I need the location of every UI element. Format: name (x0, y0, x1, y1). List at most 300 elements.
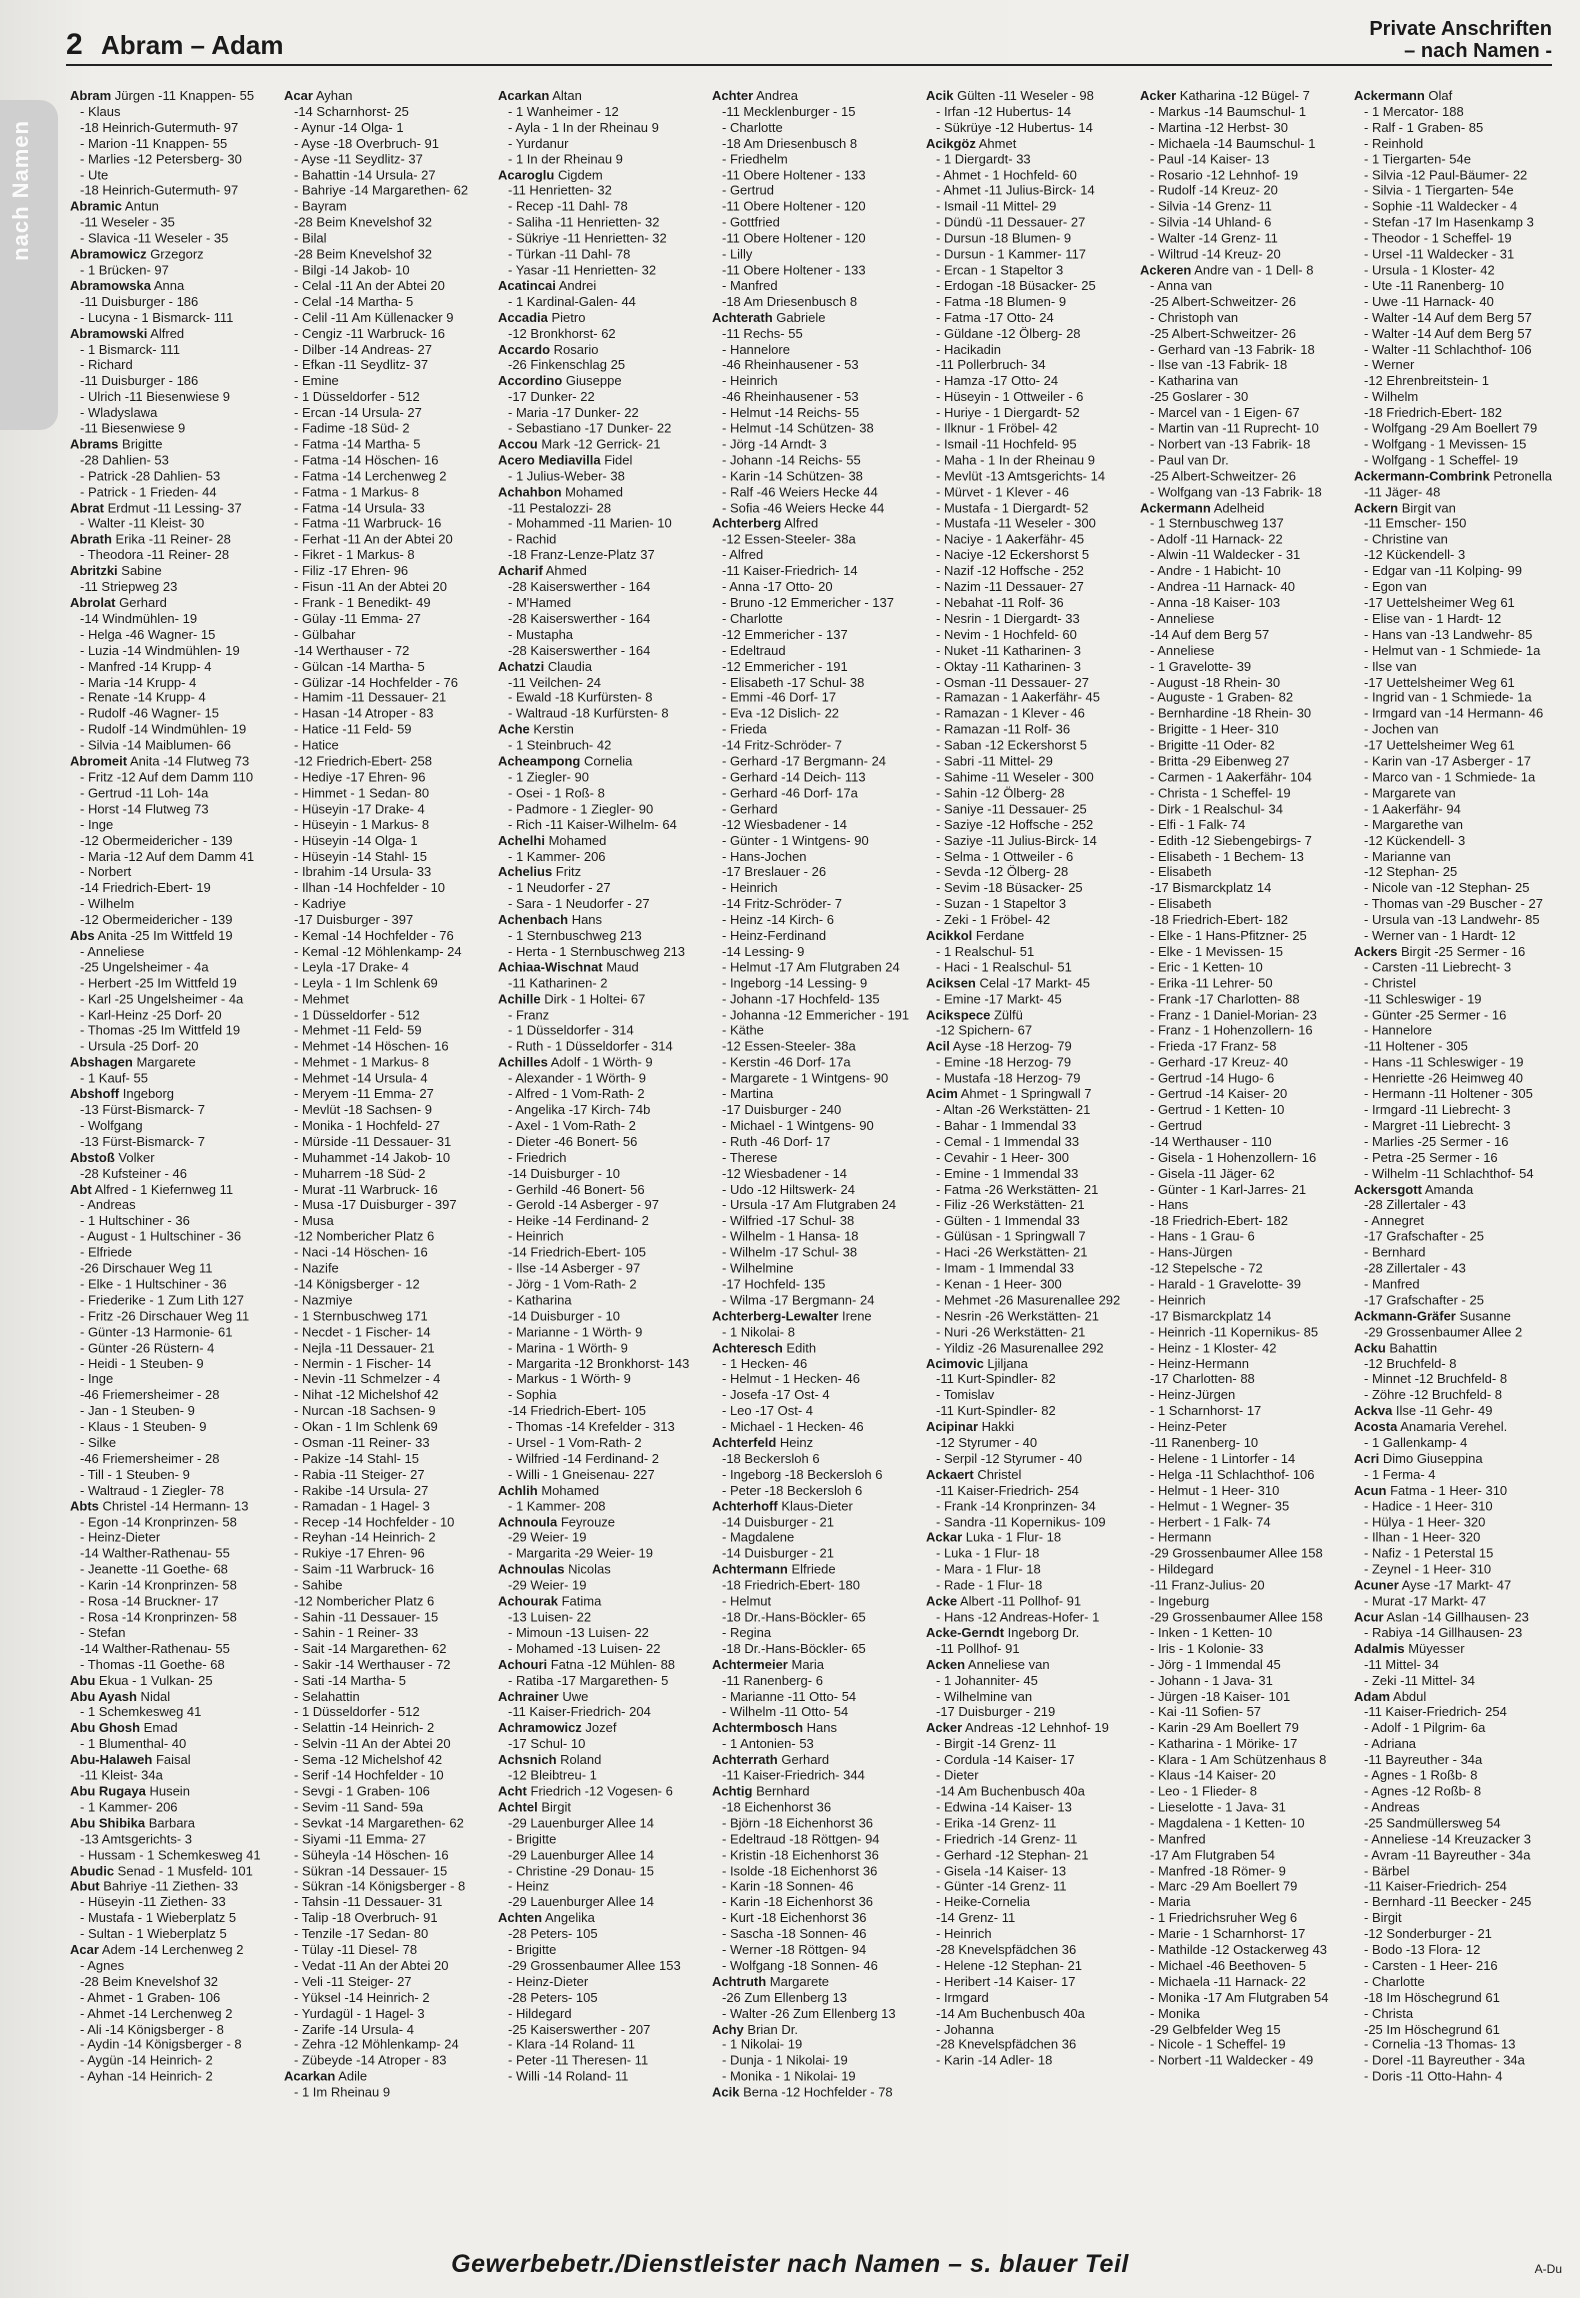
listing-continuation: -14 Lessing- 9 (722, 943, 805, 959)
listing-continuation: - Mehmet -26 Masurenallee 292 (936, 1292, 1121, 1308)
listing-continuation: -18 Dr.-Hans-Böckler- 65 (722, 1641, 866, 1656)
listing-continuation: - Heidi - 1 Steuben- 9 (80, 1355, 204, 1371)
listing-continuation: - Nuri -26 Werkstätten- 21 (936, 1324, 1086, 1340)
listing-continuation: - Heinz-Hermann (1150, 1355, 1249, 1371)
listing-continuation: - Elfriede (80, 1244, 133, 1260)
listing-continuation: - Heinrich (722, 373, 778, 389)
listing-continuation: -18 Franz-Lenze-Platz 37 (508, 547, 655, 563)
listing-continuation: - Renate -14 Krupp- 4 (80, 690, 206, 706)
listing-continuation: - Elke - 1 Hans-Pfitzner- 25 (1150, 927, 1307, 943)
listing-column-7 (1354, 88, 1562, 2240)
listing-continuation: - Thomas van -29 Buscher - 27 (1364, 896, 1543, 912)
listing-continuation: - Hermann -11 Holtener - 305 (1364, 1086, 1533, 1102)
listing-continuation: - Ingeborg -14 Lessing- 9 (722, 975, 868, 991)
entry-detail: Adem -14 Lerchenweg 2 (98, 1942, 244, 1958)
entry-detail: Dimo Giuseppina (1379, 1450, 1483, 1466)
listing-continuation: - Sandra -11 Kopernikus- 109 (936, 1514, 1106, 1530)
surname: Achahbon (498, 484, 562, 500)
entry-detail: Grzegorz (146, 246, 204, 262)
listing-continuation: - Andrea -11 Harnack- 40 (1150, 579, 1295, 595)
listing-entry (498, 484, 706, 500)
listing-continuation: - Jeanette -11 Goethe- 68 (80, 1561, 228, 1577)
listing-continuation: - Cordula -14 Kaiser- 17 (936, 1751, 1075, 1767)
listing-continuation: -11 Duisburger - 186 (80, 373, 199, 389)
listing-continuation: - Zarife -14 Ursula- 4 (294, 2021, 414, 2037)
listing-continuation: -14 Duisburger - 21 (722, 1514, 834, 1530)
listing-continuation: - Yildiz -26 Masurenallee 292 (936, 1339, 1104, 1355)
listing-continuation: - Lieselotte - 1 Java- 31 (1150, 1799, 1286, 1815)
listing-continuation: - Gerhild -46 Bonert- 56 (508, 1181, 645, 1197)
surname: Achteresch (712, 1339, 783, 1355)
listing-entry (498, 452, 706, 468)
listing-continuation: - 1 Wanheimer - 12 (508, 103, 619, 119)
listing-continuation: - Avram -11 Bayreuther - 34a (1364, 1847, 1531, 1863)
listing-column-6 (1140, 88, 1348, 2240)
listing-continuation: - Carsten - 1 Heer- 216 (1364, 1957, 1498, 1973)
entry-detail: Andreas -12 Lehnhof- 19 (962, 1720, 1109, 1736)
listing-continuation: -28 Kaiserswerther - 164 (508, 610, 651, 626)
listing-entry (498, 1910, 706, 1926)
listing-continuation: -26 Finkenschlag 25 (508, 357, 626, 373)
listing-continuation: - Frieda (722, 721, 767, 737)
listing-continuation: - Imam - 1 Immendal 33 (936, 1260, 1074, 1276)
listing-continuation: - Karl-Heinz -25 Dorf- 20 (80, 1007, 222, 1023)
listing-continuation: - Hans -11 Schleswiger - 19 (1364, 1054, 1524, 1070)
listing-continuation: - Fritz -12 Auf dem Damm 110 (80, 769, 254, 785)
listing-continuation: - Helmut van - 1 Schmiede- 1a (1364, 642, 1541, 658)
listing-continuation: - Sevda -12 Ölberg- 28 (936, 864, 1069, 880)
surname: Acuner (1354, 1577, 1399, 1593)
listing-continuation: - Ilknur - 1 Fröbel- 42 (936, 420, 1058, 436)
listing-continuation: - Peter -18 Beckersloh 6 (722, 1482, 863, 1498)
listing-continuation: - Charlotte (1364, 1973, 1425, 1989)
listing-continuation: - Zeki -11 Mittel- 34 (1364, 1672, 1476, 1688)
listing-entry (926, 1086, 1134, 1102)
listing-continuation: - Marianne -11 Otto- 54 (722, 1688, 857, 1704)
listing-continuation: - Isolde -18 Eichenhorst 36 (722, 1862, 878, 1878)
listing-entry (1354, 944, 1562, 960)
entry-detail: Amanda (1421, 1181, 1474, 1197)
listing-continuation: - Nazif -12 Hoffsche - 252 (936, 563, 1084, 579)
listing-continuation: -11 Veilchen- 24 (508, 674, 601, 690)
surname: Ackern (1354, 500, 1399, 515)
section-side-tab-label: nach Namen (8, 120, 33, 261)
listing-continuation: - Helene -12 Stephan- 21 (936, 1957, 1082, 1973)
listing-entry (498, 1720, 706, 1736)
listing-continuation: - Mustafa - 1 Diergardt- 52 (936, 500, 1089, 515)
listing-entry (498, 991, 706, 1007)
listing-continuation: - Haci - 1 Realschul- 51 (936, 959, 1072, 975)
listing-continuation: - Patrick -28 Dahlien- 53 (80, 468, 221, 484)
listing-continuation: -25 Goslarer - 30 (1150, 389, 1249, 405)
listing-continuation: - Haci -26 Werkstätten- 21 (936, 1244, 1088, 1260)
listing-continuation: -11 Kurt-Spindler- 82 (936, 1371, 1056, 1387)
listing-entry (70, 437, 278, 453)
listing-entry (70, 1086, 278, 1102)
listing-continuation: - 1 Nikolai- 8 (722, 1324, 795, 1340)
listing-continuation: - Fatma -26 Werkstätten- 21 (936, 1181, 1099, 1197)
listing-continuation: - Altan -26 Werkstätten- 21 (936, 1102, 1091, 1118)
listing-continuation: - Sema -12 Michelshof 42 (294, 1751, 443, 1767)
listing-continuation: - Auguste - 1 Graben- 82 (1150, 690, 1294, 706)
listing-continuation: - Annegret (1364, 1213, 1424, 1229)
listing-continuation: - Mathilde -12 Ostackerweg 43 (1150, 1942, 1328, 1958)
entry-detail: Katharina -12 Bügel- 7 (1176, 88, 1310, 103)
listing-continuation: - 1 Nikolai- 19 (722, 2037, 803, 2053)
surname: Acikspece (926, 1007, 991, 1023)
listing-continuation: - Reinhold (1364, 135, 1424, 151)
listing-continuation: - Sakir -14 Werthauser - 72 (294, 1656, 451, 1672)
listing-continuation: -11 Kleist- 34a (80, 1767, 163, 1783)
listing-continuation: - Andre - 1 Habicht- 10 (1150, 563, 1281, 579)
listing-continuation: - Nafiz - 1 Peterstal 15 (1364, 1545, 1494, 1561)
surname: Achouri (498, 1656, 548, 1672)
listing-continuation: - Sükran -14 Dessauer- 15 (294, 1862, 448, 1878)
listing-continuation: -28 Beim Knevelshof 32 (80, 1973, 219, 1989)
entry-detail: Bahriye -11 Ziethen- 33 (99, 1878, 239, 1894)
entry-detail: Angelika (542, 1910, 595, 1926)
listing-continuation: - Ahmet - 1 Graben- 106 (80, 1989, 221, 2005)
entry-detail: Olaf (1424, 88, 1453, 103)
surname: Acker (1140, 88, 1177, 103)
listing-continuation: - Gerhard -17 Bergmann- 24 (722, 753, 887, 769)
listing-continuation: - Emine - 1 Immendal 33 (936, 1165, 1079, 1181)
entry-detail: Andrea (753, 88, 799, 103)
listing-continuation: - Ilhan - 1 Heer- 320 (1364, 1530, 1481, 1546)
listing-continuation: - Vedat -11 An der Abtei 20 (294, 1957, 449, 1973)
listing-continuation: - Osei - 1 Roß- 8 (508, 785, 605, 801)
entry-detail: Gülten -11 Weseler - 98 (953, 88, 1094, 103)
listing-continuation: -12 Wiesbadener - 14 (722, 816, 848, 832)
listing-continuation: -11 Kaiser-Friedrich- 254 (936, 1482, 1079, 1498)
listing-continuation: - Gottfried (722, 214, 780, 230)
listing-continuation: - 1 Neudorfer - 27 (508, 880, 611, 896)
listing-continuation: - Silvia -14 Grenz- 11 (1150, 198, 1272, 214)
listing-continuation: - Tenzile -17 Sedan- 80 (294, 1926, 429, 1942)
entry-detail: Fatna -12 Mühlen- 88 (547, 1656, 676, 1672)
listing-continuation: - Hamza -17 Otto- 24 (936, 373, 1059, 389)
entry-detail: Barbara (145, 1815, 195, 1831)
listing-continuation: - Bodo -13 Flora- 12 (1364, 1942, 1481, 1958)
listing-continuation: - Selvin -11 An der Abtei 20 (294, 1736, 451, 1752)
page-header-left (66, 28, 284, 62)
entry-detail: Petronella (1489, 468, 1552, 484)
listing-continuation: -14 Auf dem Berg 57 (1150, 626, 1270, 642)
listing-continuation: - Magdalene (722, 1530, 795, 1546)
listing-continuation: - Elisabeth -17 Schul- 38 (722, 674, 865, 690)
listing-continuation: - Brigitte - 1 Heer- 310 (1150, 721, 1279, 737)
entry-detail: Berna -12 Hochfelder - 78 (739, 2084, 893, 2100)
surname: Ackeren (1140, 262, 1192, 278)
listing-continuation: - Thomas -25 Im Wittfeld 19 (80, 1022, 241, 1038)
listing-continuation: - 1 Sternbuschweg 171 (294, 1308, 428, 1324)
entry-detail: Husein (145, 1783, 190, 1799)
listing-continuation: - Käthe (722, 1022, 764, 1038)
surname: Acikkol (926, 927, 973, 943)
listing-continuation: - Yurdagül - 1 Hagel- 3 (294, 2005, 425, 2021)
listing-continuation: - Friederike - 1 Zum Lith 127 (80, 1292, 245, 1308)
listing-continuation: - Ilhan -14 Hochfelder - 10 (294, 880, 446, 896)
listing-continuation: - Karin van -17 Asberger - 17 (1364, 753, 1531, 769)
surname: Achelius (498, 864, 553, 880)
listing-entry (70, 595, 278, 611)
surname: Achatzi (498, 658, 545, 674)
listing-continuation: - Fisun -11 An der Abtei 20 (294, 579, 447, 595)
listing-continuation: -29 Grossenbaumer Allee 158 (1150, 1609, 1323, 1625)
listing-continuation: - Bayram (294, 198, 347, 214)
listing-entry (70, 1181, 278, 1197)
surname: Achterath (712, 309, 773, 325)
listing-continuation: -14 Scharnhorst- 25 (294, 103, 409, 119)
listing-continuation: - Johann -14 Reichs- 55 (722, 452, 861, 468)
entry-detail: Pietro (547, 309, 586, 325)
listing-continuation: -17 Bismarckplatz 14 (1150, 880, 1272, 896)
footer-code: A-Du (1534, 2262, 1562, 2276)
listing-entry (712, 1752, 920, 1768)
listing-continuation: - 1 Steinbruch- 42 (508, 737, 612, 753)
listing-continuation: -18 Am Driesenbusch 8 (722, 135, 858, 151)
listing-continuation: -14 Am Buchenbusch 40a (936, 2005, 1085, 2021)
listing-entry (1354, 1340, 1562, 1356)
listing-continuation: -14 Windmühlen- 19 (80, 610, 198, 626)
listing-continuation: - Bilal (294, 230, 327, 246)
listing-continuation: -29 Lauenburger Allee 14 (508, 1847, 655, 1863)
entry-detail: Andrei (555, 278, 597, 294)
listing-continuation: - Hans - 1 Grau- 6 (1150, 1229, 1255, 1244)
entry-detail: Fidel (600, 452, 633, 468)
listing-entry (926, 88, 1134, 104)
listing-continuation: -12 Essen-Steeler- 38a (722, 531, 856, 547)
listing-continuation: - Helmut -14 Schützen- 38 (722, 420, 874, 436)
listing-entry (498, 659, 706, 675)
listing-continuation: - Ferhat -11 An der Abtei 20 (294, 531, 453, 547)
listing-continuation: - Süheyla -14 Höschen- 16 (294, 1847, 449, 1863)
listing-continuation: - Osman -11 Reiner- 33 (294, 1435, 430, 1450)
listing-entry (70, 928, 278, 944)
listing-column-5 (926, 88, 1134, 2240)
listing-entry (70, 1942, 278, 1958)
listing-continuation: - Brigitte -11 Oder- 82 (1150, 737, 1275, 753)
listing-continuation: - Norbert (80, 864, 132, 880)
listing-continuation: -12 Obermeidericher - 139 (80, 832, 233, 848)
listing-continuation: - Pakize -14 Stahl- 15 (294, 1450, 420, 1466)
entry-detail: Fatma - 1 Heer- 310 (1386, 1482, 1508, 1498)
surname: Acik (926, 88, 954, 103)
listing-continuation: - Bernhard -11 Beecker - 245 (1364, 1894, 1532, 1910)
surname: Abu (70, 1672, 96, 1688)
listing-continuation: - Anna -18 Kaiser- 103 (1150, 595, 1281, 611)
listing-continuation: - Saliha -11 Henrietten- 32 (508, 214, 660, 230)
page-number: 2 (66, 28, 83, 61)
listing-continuation: - Luzia -14 Windmühlen- 19 (80, 642, 240, 658)
entry-detail: Anita -14 Flutweg 73 (127, 753, 250, 769)
surname: Acosta (1354, 1419, 1398, 1435)
listing-continuation: - Ercan -14 Ursula- 27 (294, 404, 422, 420)
listing-continuation: - Edeltraud (722, 642, 786, 658)
listing-continuation: - Gerhard -46 Dorf- 17a (722, 785, 858, 801)
listing-continuation: - Frieda -17 Franz- 58 (1150, 1038, 1277, 1054)
listing-entry (712, 1720, 920, 1736)
entry-detail: Margarete (132, 1054, 196, 1070)
listing-continuation: - Sophie -11 Waldecker - 4 (1364, 198, 1518, 214)
listing-continuation: - Michaela -11 Harnack- 22 (1150, 1973, 1306, 1989)
listing-continuation: - Axel - 1 Vom-Rath- 2 (508, 1118, 636, 1134)
listing-continuation: - Monika (1150, 2005, 1200, 2021)
listing-continuation: - Anna van (1150, 278, 1213, 294)
listing-continuation: - Leo - 1 Flieder- 8 (1150, 1783, 1257, 1799)
listing-continuation: - Ursula -17 Am Flutgraben 24 (722, 1197, 897, 1213)
listing-continuation: - Hannelore (722, 341, 790, 357)
listing-continuation: - Ursel - 1 Vom-Rath- 2 (508, 1435, 642, 1450)
listing-continuation: - Rosa -14 Kronprinzen- 58 (80, 1609, 237, 1625)
listing-continuation: - Ewald -18 Kurfürsten- 8 (508, 690, 653, 706)
surname: Abu-Halaweh (70, 1751, 153, 1767)
listing-continuation: - Theodora -11 Reiner- 28 (80, 547, 230, 563)
listing-continuation: - Wolfgang - 1 Mevissen- 15 (1364, 436, 1527, 452)
listing-continuation: - Agnes -12 Roßb- 8 (1364, 1783, 1482, 1799)
listing-entry (70, 1879, 278, 1895)
listing-entry (712, 1974, 920, 1990)
entry-detail: Volker (114, 1149, 155, 1165)
listing-continuation: - Yurdanur (508, 135, 569, 151)
listing-continuation: -11 Duisburger - 186 (80, 294, 199, 309)
listing-continuation: - Elisabeth (1150, 864, 1212, 880)
listing-continuation: - Birgit -14 Grenz- 11 (936, 1736, 1057, 1752)
listing-continuation: -28 Dahlien- 53 (80, 452, 169, 468)
listing-continuation: -28 Beim Knevelshof 32 (294, 214, 433, 230)
listing-continuation: -28 Peters- 105 (508, 1926, 598, 1942)
listing-continuation: - Herbert - 1 Falk- 74 (1150, 1514, 1271, 1530)
listing-continuation: - 1 Scharnhorst- 17 (1150, 1403, 1262, 1419)
entry-detail: Brigitte (118, 436, 163, 452)
listing-continuation: - Gertrud -14 Kaiser- 20 (1150, 1086, 1288, 1102)
listing-continuation: - Manfred -18 Römer- 9 (1150, 1862, 1286, 1878)
listing-continuation: - Frank -14 Kronprinzen- 34 (936, 1498, 1096, 1514)
entry-detail: Bahattin (1385, 1339, 1438, 1355)
surname: Abramowski (70, 325, 148, 341)
listing-entry (498, 167, 706, 183)
listing-entry (498, 1657, 706, 1673)
listing-continuation: - Irmgard -11 Liebrecht- 3 (1364, 1102, 1511, 1118)
surname: Acimovic (926, 1355, 984, 1371)
listing-continuation: - Marion -11 Knappen- 55 (80, 135, 228, 151)
entry-detail: Dirk - 1 Holtei- 67 (540, 991, 646, 1007)
listing-continuation: - Muhammet -14 Jakob- 10 (294, 1149, 451, 1165)
listing-continuation: - Johanna (936, 2021, 994, 2037)
listing-continuation: - Recep -11 Dahl- 78 (508, 198, 628, 214)
entry-detail: Ingeborg Dr. (1004, 1625, 1080, 1641)
surname: Acke-Gerndt (926, 1625, 1005, 1641)
listing-continuation: - Ayse -18 Overbruch- 91 (294, 135, 439, 151)
listing-continuation: - Harald - 1 Gravelotte- 39 (1150, 1276, 1302, 1292)
listing-continuation: - Edeltraud -18 Röttgen- 94 (722, 1831, 880, 1847)
listing-continuation: - Silvia -14 Maiblumen- 66 (80, 737, 232, 753)
listing-continuation: - Leo -17 Ost- 4 (722, 1403, 814, 1419)
listing-continuation: - Gerhard -12 Stephan- 21 (936, 1847, 1089, 1863)
listing-continuation: - Sascha -18 Sonnen- 46 (722, 1926, 867, 1942)
listing-entry (926, 928, 1134, 944)
surname: Ache (498, 721, 530, 737)
listing-continuation: -14 Fritz-Schröder- 7 (722, 896, 842, 912)
listing-column-2 (284, 88, 492, 2240)
listing-continuation: - Dursun -18 Blumen- 9 (936, 230, 1072, 246)
entry-detail: Celal -17 Markt- 45 (975, 975, 1091, 991)
listing-entry (1140, 262, 1348, 278)
listing-continuation: - Nurcan -18 Sachsen- 9 (294, 1403, 436, 1419)
listing-continuation: - Carsten -11 Liebrecht- 3 (1364, 959, 1512, 975)
listing-continuation: - Waltraud - 1 Ziegler- 78 (80, 1482, 225, 1498)
listing-continuation: -28 Kaiserswerther - 164 (508, 579, 651, 595)
entry-detail: Antun (122, 198, 159, 214)
listing-continuation: -11 Striepweg 23 (80, 579, 178, 595)
listing-continuation: - Hatice -11 Feld- 59 (294, 721, 412, 737)
listing-continuation: -46 Rheinhausener - 53 (722, 357, 859, 373)
listing-continuation: -11 Pestalozzi- 28 (508, 500, 612, 515)
listing-continuation: - Celil -11 Am Küllenacker 9 (294, 309, 454, 325)
listing-continuation: - Markus -14 Baumschul- 1 (1150, 103, 1307, 119)
listing-entry (284, 2069, 492, 2085)
listing-continuation: - Franz (508, 1007, 550, 1023)
listing-continuation: - Wiltrud -14 Kreuz- 20 (1150, 246, 1281, 262)
entry-detail: Heinz (776, 1435, 814, 1450)
listing-continuation: -26 Zum Ellenberg 13 (722, 1989, 848, 2005)
listing-continuation: -11 Weseler - 35 (80, 214, 175, 230)
listing-continuation: - 1 Antonien- 53 (722, 1736, 814, 1752)
listing-continuation: - Mehmet - 1 Markus- 8 (294, 1054, 430, 1070)
listing-continuation: -13 Fürst-Bismarck- 7 (80, 1102, 205, 1118)
listing-continuation: - Fatma -14 Martha- 5 (294, 436, 421, 452)
surname: Achiaa-Wischnat (498, 959, 603, 975)
listing-continuation: - Elise van - 1 Hardt- 12 (1364, 610, 1502, 626)
listing-continuation: - Silvia - 1 Tiergarten- 54e (1364, 183, 1514, 199)
listing-continuation: - Mara - 1 Flur- 18 (936, 1561, 1041, 1577)
entry-detail: Ayse -18 Herzog- 79 (949, 1038, 1072, 1054)
listing-continuation: - Nazim -11 Dessauer- 27 (936, 579, 1084, 595)
listing-continuation: - Günter - 1 Wintgens- 90 (722, 832, 869, 848)
listing-continuation: - Mustapha (508, 626, 574, 642)
surname: Accadia (498, 309, 548, 325)
listing-continuation: - Nazife (294, 1260, 339, 1276)
listing-entry (712, 1784, 920, 1800)
surname: Acikgöz (926, 135, 976, 151)
listing-continuation: -12 Bleibtreu- 1 (508, 1767, 597, 1783)
listing-continuation: -11 Emscher- 150 (1364, 515, 1467, 531)
listing-continuation: -18 Im Höschegrund 61 (1364, 1989, 1500, 2005)
entry-detail: Mohamed (544, 832, 607, 848)
listing-continuation: - Maria -17 Dunker- 22 (508, 404, 639, 420)
listing-continuation: - Aydin -14 Königsberger - 8 (80, 2037, 242, 2053)
listing-continuation: - Hediye -17 Ehren- 96 (294, 769, 426, 785)
entry-detail: Mohamed (561, 484, 623, 500)
listing-continuation: -11 Mittel- 34 (1364, 1656, 1439, 1672)
listing-continuation: - Sahibe (294, 1577, 343, 1593)
listing-continuation: - Cornelia -13 Thomas- 13 (1364, 2037, 1516, 2053)
listing-continuation: - Aynur -14 Olga- 1 (294, 119, 404, 135)
entry-detail: Jürgen -11 Knappen- 55 (111, 88, 255, 103)
listing-continuation: - Hans van -13 Landwehr- 85 (1364, 626, 1533, 642)
listing-continuation: - Mürvet - 1 Klever - 46 (936, 484, 1069, 500)
listing-continuation: -17 Bismarckplatz 14 (1150, 1308, 1272, 1324)
surname: Achourak (498, 1593, 558, 1609)
listing-continuation: -18 Eichenhorst 36 (722, 1799, 832, 1815)
entry-detail: Adelheid (1210, 500, 1265, 515)
listing-entry (1354, 500, 1562, 516)
listing-continuation: - Charlotte (722, 610, 783, 626)
listing-continuation: -14 Walther-Rathenau- 55 (80, 1641, 230, 1656)
listing-entry (70, 532, 278, 548)
entry-detail: Alfred - 1 Kiefernweg 11 (91, 1181, 234, 1197)
listing-entry (70, 88, 278, 104)
